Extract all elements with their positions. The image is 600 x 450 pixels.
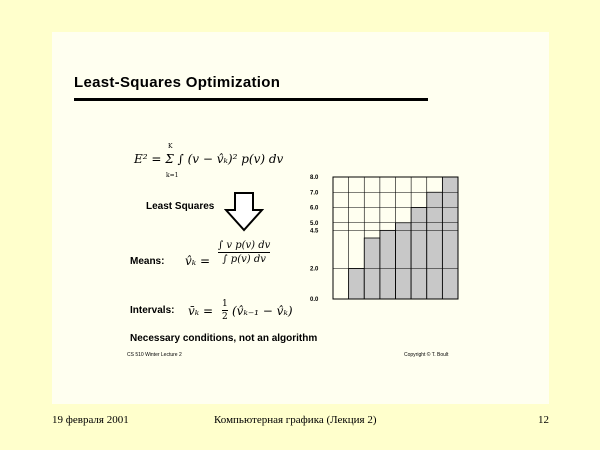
copyright-right: Copyright © T. Boult — [404, 352, 449, 358]
footer-page: 12 — [538, 414, 549, 426]
means-fraction — [218, 240, 270, 265]
y-tick-label: 2.0 — [310, 266, 319, 273]
step-bar — [380, 230, 396, 299]
intervals-lhs: v̄ₖ = — [188, 304, 214, 318]
y-tick-label: 7.0 — [310, 190, 319, 197]
means-lhs: v̂ₖ = — [185, 254, 211, 268]
footer-date: 19 февраля 2001 — [52, 414, 129, 426]
least-squares-label: Least Squares — [146, 201, 215, 212]
half-numerator: 1 — [222, 299, 228, 309]
conclusion-text: Necessary conditions, not an algorithm — [130, 333, 318, 344]
step-bar — [442, 177, 458, 299]
step-bar — [396, 223, 412, 299]
y-tick-label: 6.0 — [310, 205, 319, 212]
step-bar — [427, 192, 443, 299]
error-equation: E² = Σ ∫ (v − v̂ₖ)² p(v) dv — [134, 152, 284, 166]
y-tick-label: 8.0 — [310, 175, 319, 181]
means-label: Means: — [130, 256, 165, 267]
means-numerator: ∫ v p(v) dv — [218, 240, 271, 251]
staircase-chart — [300, 168, 465, 306]
y-tick-label: 0.0 — [310, 297, 319, 303]
intervals-label: Intervals: — [130, 305, 175, 316]
y-tick-label: 4.5 — [310, 228, 319, 235]
footer-course: Компьютерная графика (Лекция 2) — [214, 414, 377, 426]
slide-title: Least-Squares Optimization — [74, 74, 281, 91]
step-bar — [349, 269, 365, 300]
title-rule — [74, 98, 428, 101]
y-tick-label: 5.0 — [310, 220, 319, 227]
copyright-left: CS 510 Winter Lecture 2 — [127, 352, 182, 358]
means-denominator: ∫ p(v) dv — [222, 254, 266, 265]
down-arrow-icon — [224, 192, 264, 232]
intervals-rhs: (v̂ₖ₋₁ − v̂ₖ) — [232, 304, 293, 318]
step-bar — [411, 208, 427, 300]
intervals-half — [222, 299, 228, 322]
half-denominator: 2 — [222, 312, 228, 322]
fraction-bar — [222, 310, 228, 311]
fraction-bar — [218, 252, 270, 253]
sum-lower: k=1 — [166, 172, 179, 179]
sum-upper: K — [168, 143, 173, 150]
